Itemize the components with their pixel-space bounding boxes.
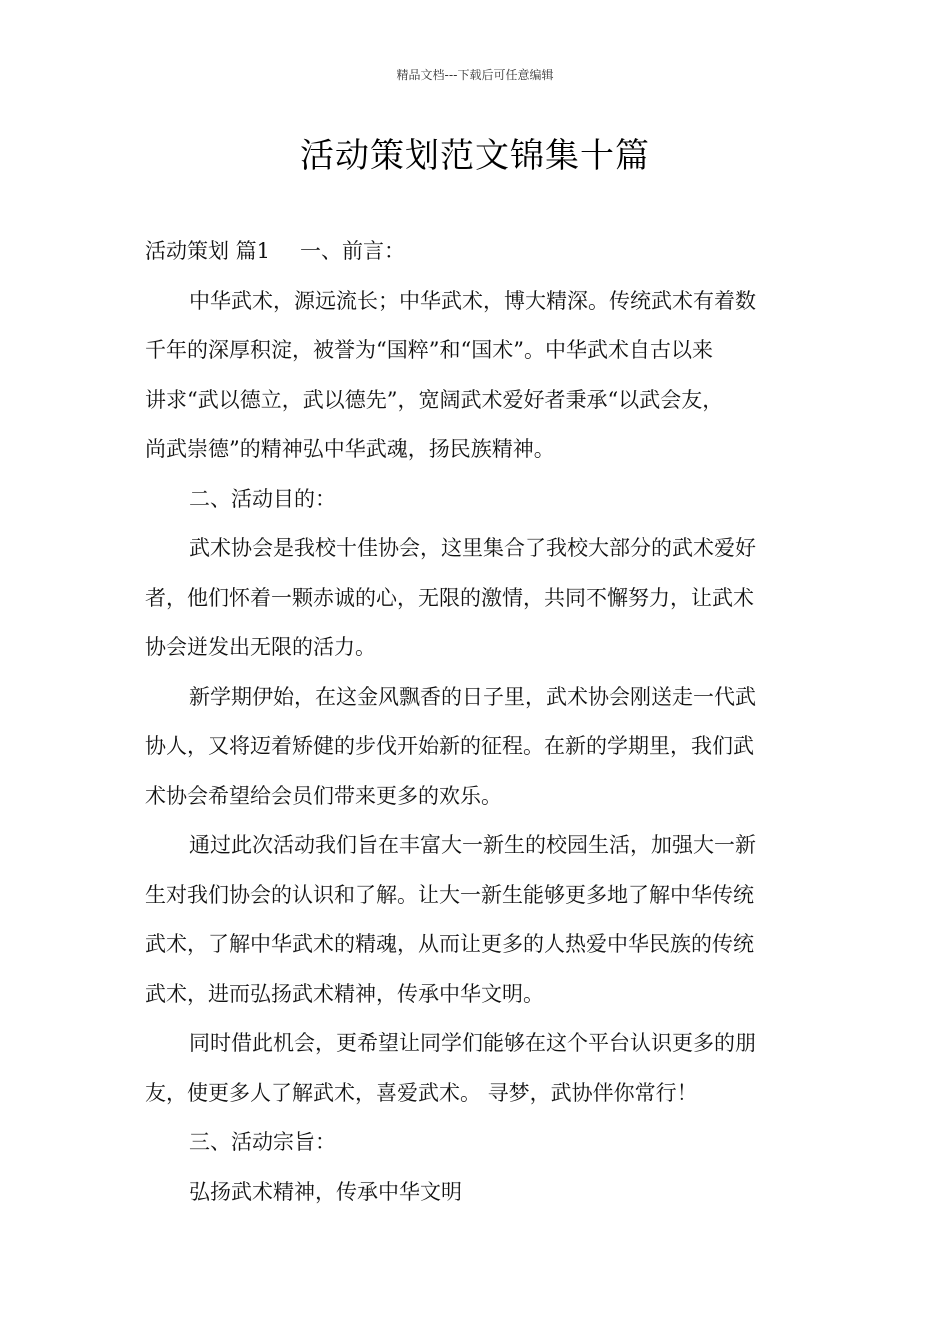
text-line: 武术，进而弘扬武术精神，传承中华文明。 — [145, 981, 544, 1006]
text-line: 者，他们怀着一颗赤诚的心，无限的激情，共同不懈努力，让武术 — [145, 585, 754, 610]
text-line: 二、活动目的： — [189, 486, 336, 511]
text-line: 新学期伊始，在这金风飘香的日子里，武术协会刚送走一代武 — [189, 684, 756, 709]
text-line: 尚武崇德”的精神弘中华武魂，扬民族精神。 — [145, 437, 555, 461]
text-line: 千年的深厚积淀，被誉为“国粹”和“国术”。中华武术自古以来 — [145, 338, 713, 362]
document-title: 活动策划范文锦集十篇 — [300, 136, 650, 176]
text-line: 友，使更多人了解武术，喜爱武术。 寻梦，武协伴你常行！ — [145, 1080, 698, 1105]
section-label: 活动策划 篇1 — [145, 239, 271, 263]
text-line: 协人，又将迈着矫健的步伐开始新的征程。在新的学期里，我们武 — [145, 734, 754, 758]
text-line: 中华武术，源远流长；中华武术，博大精深。传统武术有着数 — [189, 288, 756, 313]
text-line: 三、活动宗旨： — [189, 1130, 336, 1154]
text-line: 术协会希望给会员们带来更多的欢乐。 — [145, 783, 502, 808]
text-line: 同时借此机会，更希望让同学们能够在这个平台认识更多的朋 — [189, 1031, 756, 1055]
text-line: 通过此次活动我们旨在丰富大一新生的校园生活，加强大一新 — [189, 833, 756, 857]
section-intro-line — [145, 234, 805, 284]
text-line: 武术，了解中华武术的精魂，从而让更多的人热爱中华民族的传统 — [145, 932, 754, 956]
document-body — [145, 234, 805, 1224]
text-line: 生对我们协会的认识和了解。让大一新生能够更多地了解中华传统 — [145, 882, 754, 907]
section-heading: 一、前言： — [300, 239, 406, 263]
text-line: 协会迸发出无限的活力。 — [145, 635, 376, 659]
text-line: 武术协会是我校十佳协会，这里集合了我校大部分的武术爱好 — [189, 536, 756, 560]
text-line: 讲求“武以德立，武以德先”，宽阔武术爱好者秉承“以武会友， — [145, 387, 724, 412]
text-line: 弘扬武术精神，传承中华文明 — [189, 1179, 462, 1204]
paragraph-lines — [145, 284, 805, 1225]
header-note: 精品文档---下载后可任意编辑 — [396, 68, 554, 82]
